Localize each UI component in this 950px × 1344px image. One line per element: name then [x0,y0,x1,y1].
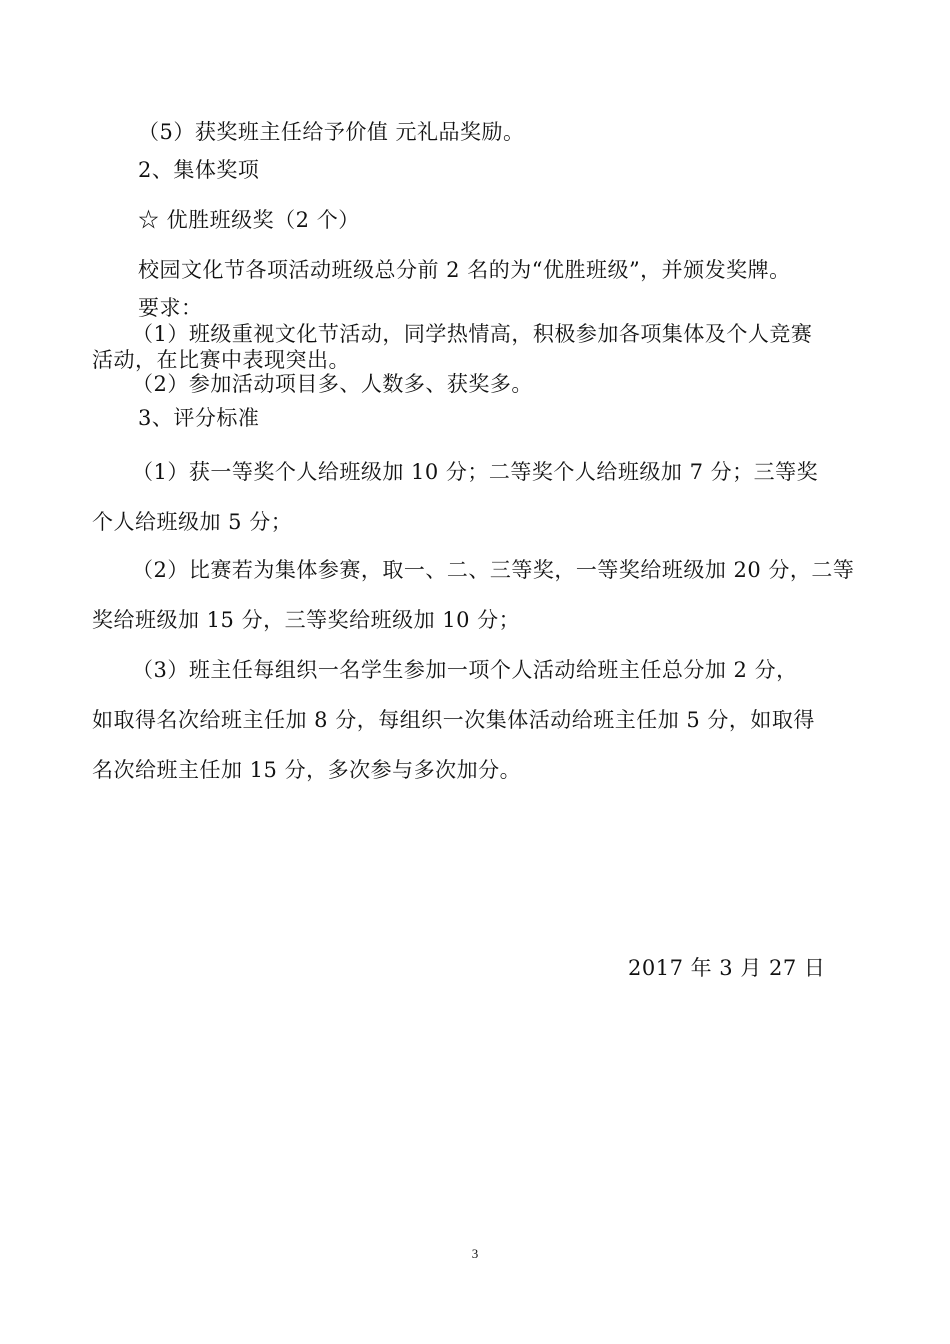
requirement-1-line-1: （1）班级重视文化节活动，同学热情高，积极参加各项集体及个人竞赛 [132,322,813,346]
scoring-1-line-1: （1）获一等奖个人给班级加 10 分；二等奖个人给班级加 7 分；三等奖 [132,460,819,484]
paragraph-excellent-class-criteria: 校园文化节各项活动班级总分前 2 名的为“优胜班级”，并颁发奖牌。 [138,258,791,282]
requirement-2: （2）参加活动项目多、人数多、获奖多。 [132,372,533,396]
scoring-2-line-2: 奖给班级加 15 分，三等奖给班级加 10 分； [92,608,521,632]
scoring-2-line-1: （2）比赛若为集体参赛，取一、二、三等奖，一等奖给班级加 20 分，二等 [132,558,855,582]
scoring-1-line-2: 个人给班级加 5 分； [92,510,293,534]
section-heading-collective-awards: 2、集体奖项 [138,158,260,182]
page-number: 3 [471,1246,479,1261]
requirements-label: 要求： [138,296,203,320]
requirement-1-line-2: 活动，在比赛中表现突出。 [92,348,350,372]
paragraph-award-gift: （5）获奖班主任给予价值 元礼品奖励。 [138,120,525,144]
scoring-3-line-2: 如取得名次给班主任加 8 分，每组织一次集体活动给班主任加 5 分，如取得 [92,708,815,732]
scoring-3-line-3: 名次给班主任加 15 分，多次参与多次加分。 [92,758,522,782]
section-heading-scoring: 3、评分标准 [138,406,260,430]
award-title-excellent-class: ☆ 优胜班级奖（2 个） [138,208,360,232]
scoring-3-line-1: （3）班主任每组织一名学生参加一项个人活动给班主任总分加 2 分， [132,658,798,682]
document-date: 2017 年 3 月 27 日 [628,956,826,980]
